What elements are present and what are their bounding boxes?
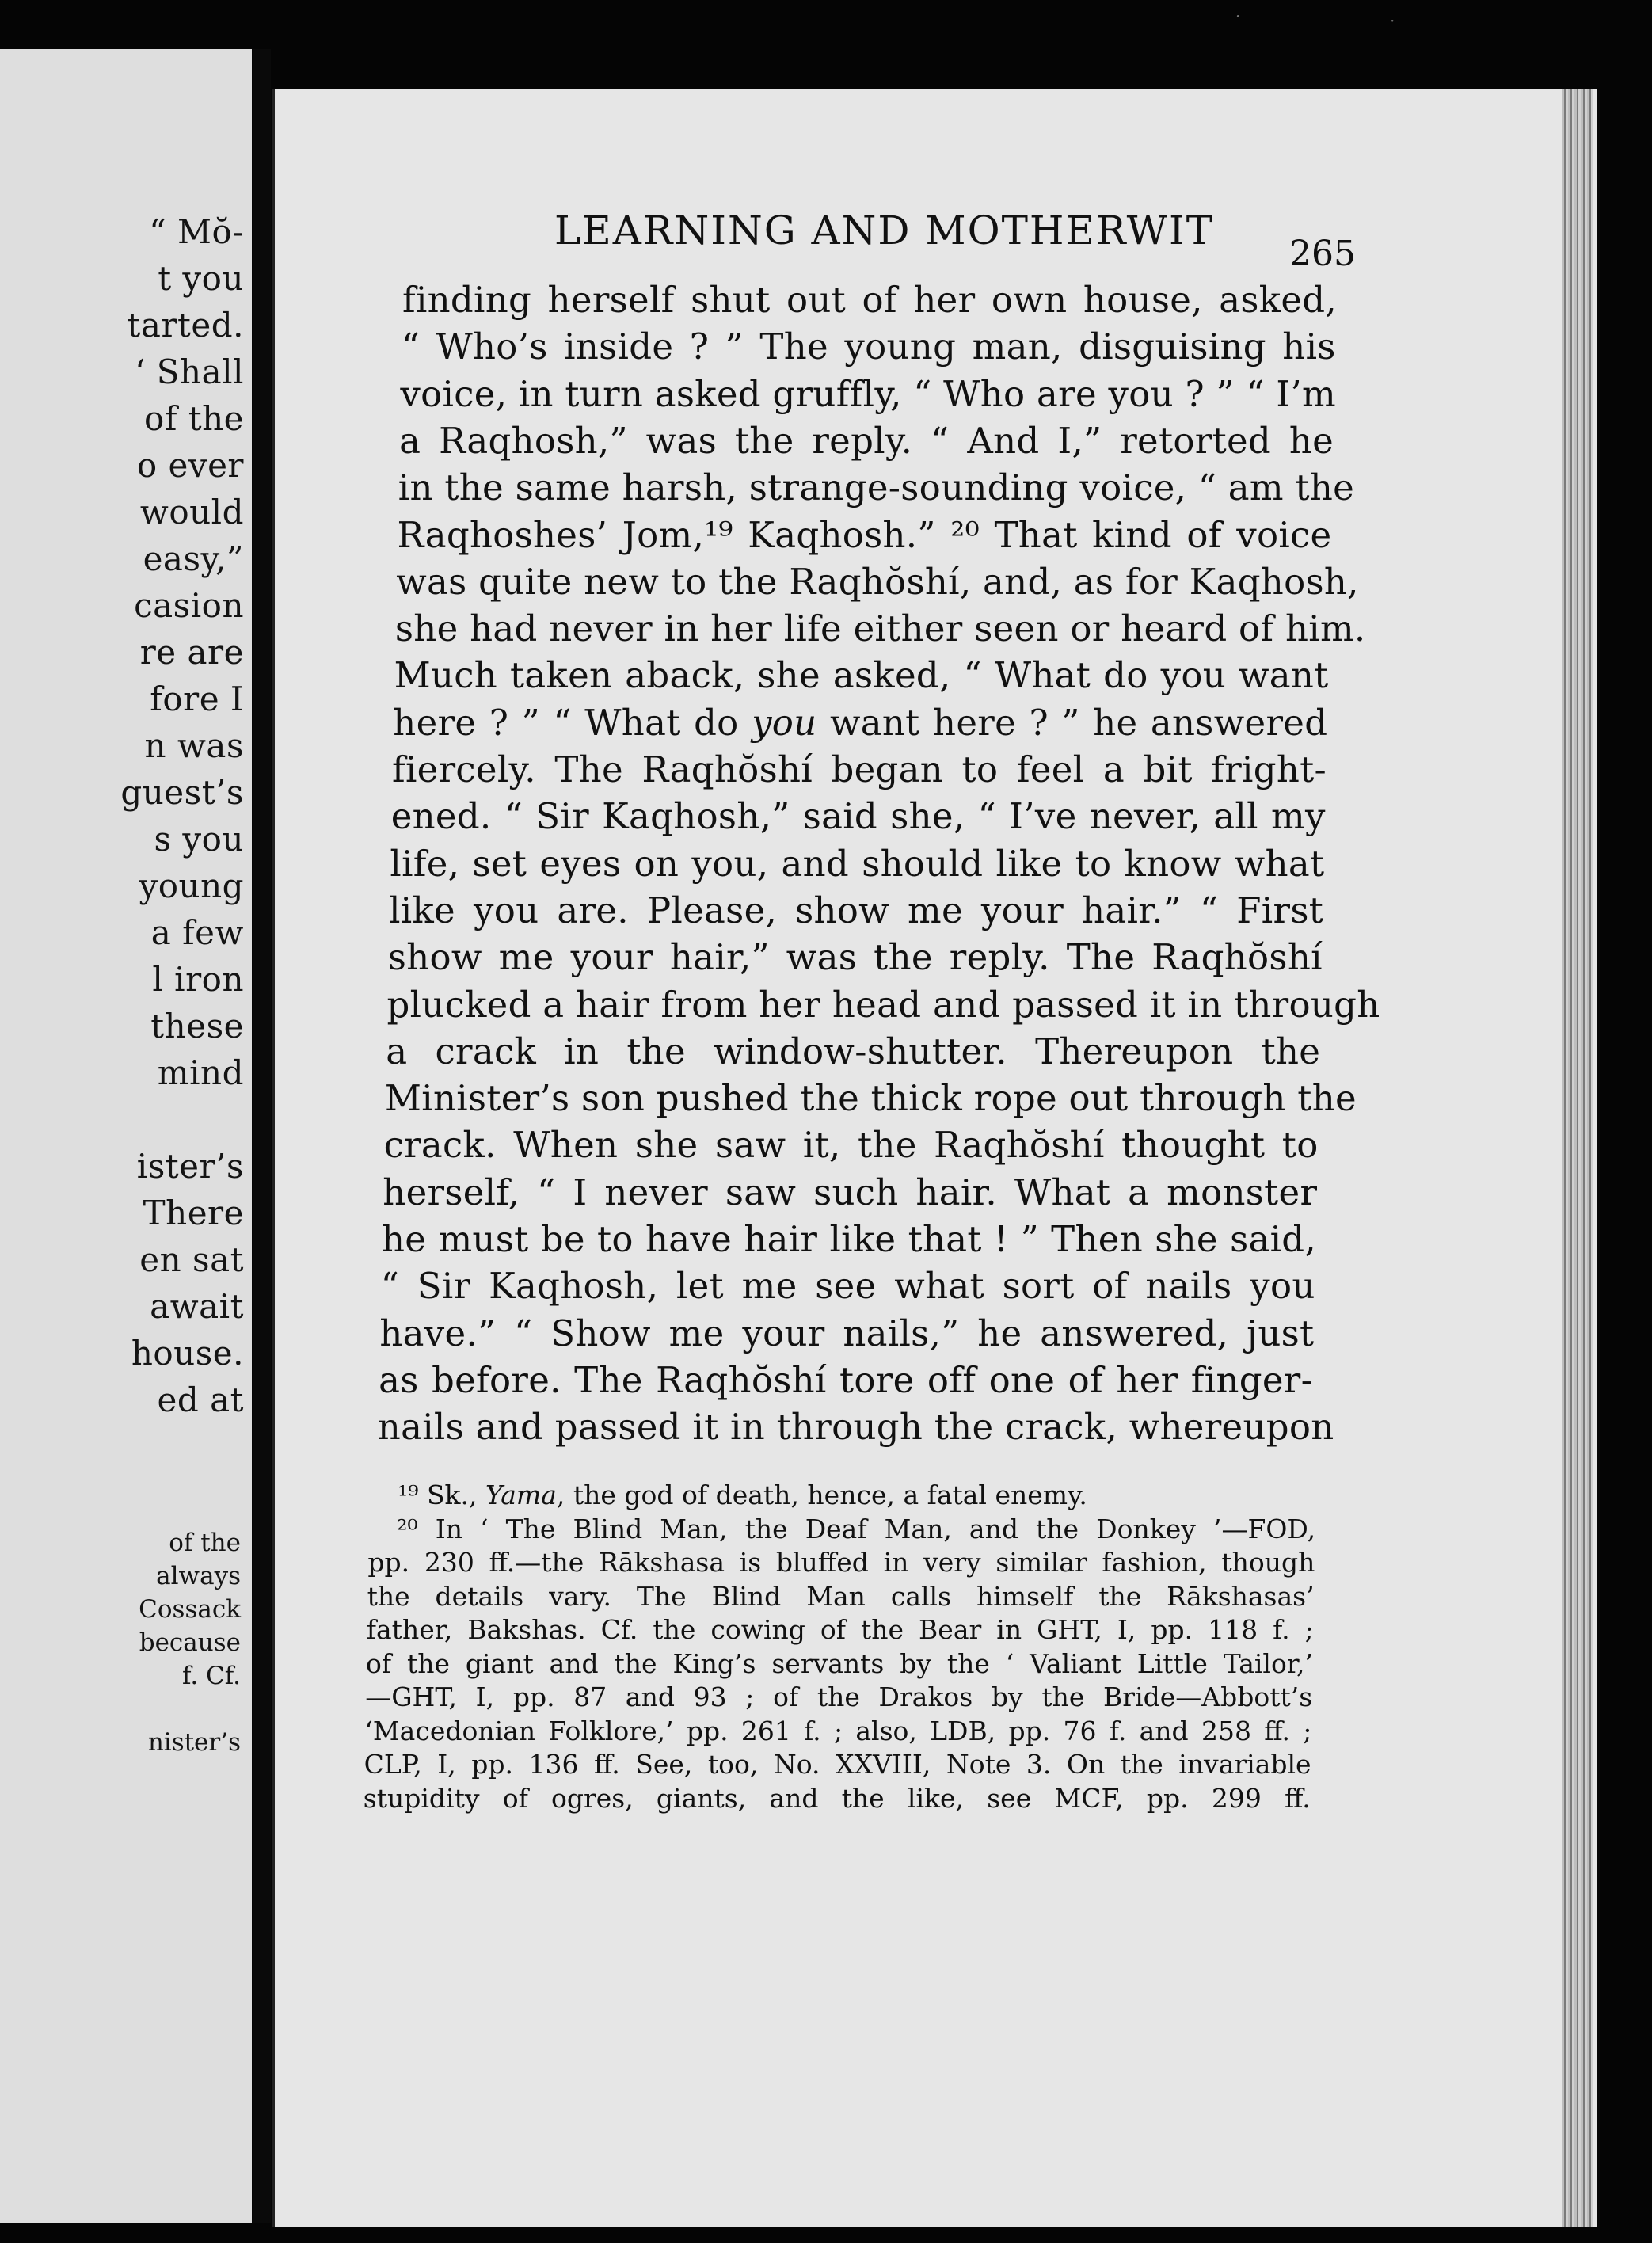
footnote-line: CLP, I, pp. 136 ff. See, too, No. XXVIII, Note 3. On the invariable	[364, 1749, 1311, 1780]
text-line: he must be to have hair like that ! ” Then she said,	[382, 1218, 1316, 1260]
facing-page-text-line: s you	[154, 820, 244, 859]
text-line: life, set eyes on you, and should like to know what	[390, 842, 1325, 885]
text-line: Much taken aback, she asked, “ What do you want	[394, 654, 1329, 697]
text-line: crack. When she saw it, the Raqhŏshí thought to	[383, 1124, 1319, 1167]
text-line: nails and passed it in through the crack, whereupon	[377, 1406, 1334, 1449]
text-line: Raqhoshes’ Jom,¹⁹ Kaqhosh.” ²⁰ That kind of voice	[397, 513, 1332, 556]
text-line: voice, in turn asked gruffly, “ Who are you ? ” “ I’m	[400, 372, 1336, 415]
footnote-line: ‘Macedonian Folklore,’ pp. 261 f. ; also, LDB, pp. 76 f. and 258 ff. ;	[364, 1715, 1312, 1746]
text-line: herself, “ I never saw such hair. What a monster	[383, 1171, 1318, 1213]
facing-page-text-line: ed at	[157, 1380, 244, 1419]
facing-page-text-line: t you	[158, 259, 244, 298]
facing-page-text-line: “ Mŏ-	[149, 212, 244, 251]
running-head: LEARNING AND MOTHERWIT	[554, 208, 1215, 253]
facing-page-text-line: mind	[157, 1053, 244, 1092]
facing-page-text-line: There	[143, 1194, 244, 1232]
facing-page-text-line: guest’s	[120, 773, 244, 812]
footnote-line: ²⁰ In ‘ The Blind Man, the Deaf Man, and the Donkey ’—FOD,	[397, 1513, 1316, 1544]
facing-page-text-line: casion	[134, 586, 244, 625]
footnote-line: —GHT, I, pp. 87 and 93 ; of the Drakos by the Bride—Abbott’s	[365, 1681, 1313, 1712]
text-line: a crack in the window-shutter. Thereupon the	[386, 1030, 1321, 1072]
text-line: plucked a hair from her head and passed it in through	[386, 983, 1380, 1026]
text-line: she had never in her life either seen or heard of him.	[394, 607, 1366, 650]
facing-page-left	[0, 49, 252, 2223]
facing-page-text-line: ‘ Shall	[135, 352, 244, 391]
footnote-line: of the giant and the King’s servants by the ‘ Valiant Little Tailor,’	[366, 1647, 1313, 1679]
text-line: “ Sir Kaqhosh, let me see what sort of nails you	[380, 1265, 1315, 1308]
facing-page-text-line: of the	[144, 399, 244, 438]
facing-page-text-line: easy,”	[143, 539, 244, 578]
scan-speck: ·	[1390, 11, 1395, 30]
facing-page-text-line: tarted.	[127, 306, 244, 345]
facing-page-footnote-line: f. Cf.	[181, 1662, 241, 1690]
page-edges	[1562, 89, 1593, 2227]
text-line: have.” “ Show me your nails,” he answered, just	[379, 1312, 1315, 1354]
footnote-line: father, Bakshas. Cf. the cowing of the Bear in GHT, I, pp. 118 f. ;	[366, 1614, 1314, 1645]
facing-page-text-line: l iron	[152, 960, 244, 999]
facing-page-footnote-line: because	[139, 1628, 241, 1657]
book-gutter	[253, 49, 271, 2223]
facing-page-text-line: house.	[131, 1334, 244, 1373]
facing-page-text-line: ister’s	[136, 1147, 244, 1186]
text-line: here ? ” “ What do you want here ? ” he answered	[393, 701, 1328, 744]
text-line: was quite new to the Raqhŏshí, and, as for Kaqhosh,	[396, 560, 1359, 603]
facing-page-text-line: n was	[144, 726, 244, 765]
facing-page-text-line: would	[139, 493, 244, 531]
page-number: 265	[1289, 234, 1356, 274]
text-line: in the same harsh, strange-sounding voice, “ am the	[398, 466, 1355, 509]
text-line: Minister’s son pushed the thick rope out through the	[384, 1077, 1357, 1120]
facing-page-text-line: o ever	[136, 446, 244, 485]
facing-page-footnote-line: always	[156, 1562, 241, 1590]
text-line: finding herself shut out of her own house, asked,	[402, 279, 1337, 321]
text-line: a Raqhosh,” was the reply. “ And I,” retorted he	[399, 419, 1334, 462]
facing-page-footnote-line: Cossack	[139, 1595, 241, 1624]
facing-page-text-line: await	[150, 1287, 244, 1326]
facing-page-text-line: these	[150, 1007, 244, 1045]
footnote-line: ¹⁹ Sk., Yama, the god of death, hence, a fatal enemy.	[398, 1479, 1087, 1510]
text-line: “ Who’s inside ? ” The young man, disguising his	[401, 326, 1336, 368]
footnote-line: stupidity of ogres, giants, and the like, see MCF, pp. 299 ff.	[363, 1782, 1311, 1814]
footnote-line: pp. 230 ff.—the Rākshasa is bluffed in very similar fashion, though	[367, 1547, 1315, 1578]
facing-page-text-line: re are	[139, 633, 244, 672]
text-line: fiercely. The Raqhŏshí began to feel a bit fright-	[392, 748, 1327, 790]
facing-page-text-line: young	[139, 866, 244, 905]
text-line: show me your hair,” was the reply. The Raqhŏshí	[387, 936, 1323, 979]
facing-page-footnote-line: nister’s	[147, 1728, 241, 1757]
text-line: like you are. Please, show me your hair.” “ First	[389, 889, 1324, 931]
text-line: as before. The Raqhŏshí tore off one of her finger-	[379, 1358, 1314, 1401]
facing-page-text-line: a few	[150, 913, 244, 952]
facing-page-text-line: en sat	[139, 1240, 244, 1279]
facing-page-footnote-line: of the	[169, 1529, 241, 1557]
scan-speck: ·	[1235, 6, 1241, 25]
footnote-line: the details vary. The Blind Man calls himself the Rākshasas’	[367, 1580, 1315, 1612]
facing-page-text-line: fore I	[150, 680, 244, 718]
text-line: ened. “ Sir Kaqhosh,” said she, “ I’ve never, all my	[390, 795, 1326, 838]
